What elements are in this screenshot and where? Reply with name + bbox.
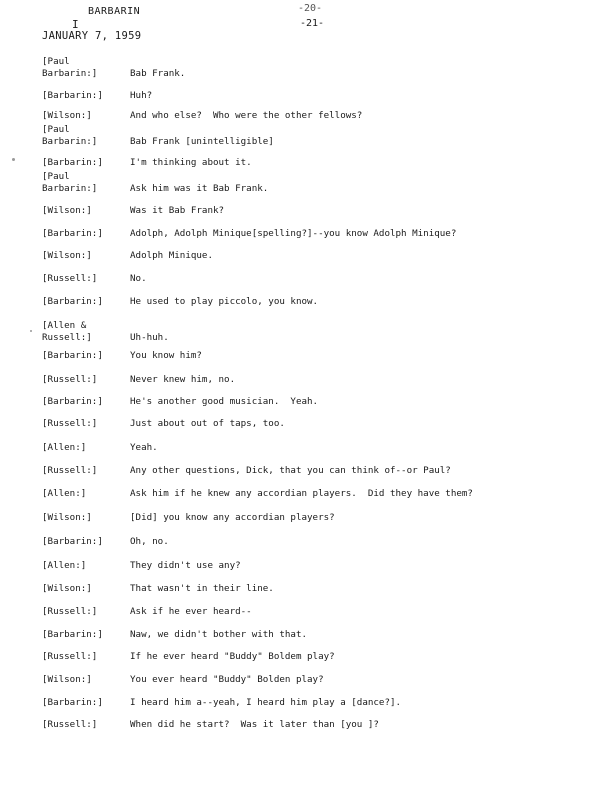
dialogue-line: They didn't use any? xyxy=(130,560,241,571)
dialogue-line: You ever heard "Buddy" Bolden play? xyxy=(130,674,324,685)
speaker-label: [Barbarin:] xyxy=(42,629,103,640)
speaker-label: [Russell:] xyxy=(42,465,98,476)
speaker-label: [Allen:] xyxy=(42,442,87,453)
dialogue-line: Bab Frank. xyxy=(130,68,186,79)
speaker-label: [Barbarin:] xyxy=(42,536,103,547)
dialogue-line: Ask if he ever heard-- xyxy=(130,606,252,617)
dialogue-line: I'm thinking about it. xyxy=(130,157,252,168)
speaker-label: [Barbarin:] xyxy=(42,396,103,407)
speaker-label: [Russell:] xyxy=(42,719,98,730)
speaker-label: [Russell:] xyxy=(42,418,98,429)
page-number: -21- xyxy=(300,18,325,29)
speaker-label: [Wilson:] xyxy=(42,250,92,261)
dialogue-line: Bab Frank [unintelligible] xyxy=(130,136,274,147)
dialogue-line: And who else? Who were the other fellows? xyxy=(130,110,363,121)
dialogue-line: Huh? xyxy=(130,90,153,101)
speaker-label: [Paul Barbarin:] xyxy=(42,56,98,79)
speaker-label: [Paul Barbarin:] xyxy=(42,124,98,147)
dialogue-line: Adolph Minique. xyxy=(130,250,213,261)
speaker-label: [Allen:] xyxy=(42,560,87,571)
dialogue-line: Never knew him, no. xyxy=(130,374,236,385)
dialogue-line: If he ever heard "Buddy" Boldem play? xyxy=(130,651,335,662)
header-mark: I xyxy=(72,18,79,31)
speaker-label: [Paul Barbarin:] xyxy=(42,171,98,194)
dialogue-line: Ask him was it Bab Frank. xyxy=(130,183,269,194)
speaker-label: [Russell:] xyxy=(42,273,98,284)
dialogue-line: Yeah. xyxy=(130,442,158,453)
speaker-label: [Russell:] xyxy=(42,606,98,617)
speaker-label: [Barbarin:] xyxy=(42,296,103,307)
speaker-label: [Barbarin:] xyxy=(42,157,103,168)
dialogue-line: No. xyxy=(130,273,147,284)
dialogue-line: You know him? xyxy=(130,350,202,361)
dialogue-line: [Did] you know any accordian players? xyxy=(130,512,335,523)
dialogue-line: Any other questions, Dick, that you can think of--or Paul? xyxy=(130,465,451,476)
speaker-label: [Wilson:] xyxy=(42,512,92,523)
dialogue-line: Adolph, Adolph Minique[spelling?]--you know Adolph Minique? xyxy=(130,228,457,239)
dialogue-line: He used to play piccolo, you know. xyxy=(130,296,319,307)
speaker-label: [Barbarin:] xyxy=(42,350,103,361)
dialogue-line: I heard him a--yeah, I heard him play a [dance?]. xyxy=(130,697,402,708)
speaker-label: [Wilson:] xyxy=(42,583,92,594)
speaker-label: [Wilson:] xyxy=(42,205,92,216)
speaker-label: [Wilson:] xyxy=(42,110,92,121)
dialogue-line: He's another good musician. Yeah. xyxy=(130,396,319,407)
speaker-label: [Allen & Russell:] xyxy=(42,320,92,343)
scan-speck xyxy=(12,158,15,161)
speaker-label: [Barbarin:] xyxy=(42,228,103,239)
dialogue-line: Naw, we didn't bother with that. xyxy=(130,629,308,640)
dialogue-line: When did he start? Was it later than [you ]? xyxy=(130,719,379,730)
dialogue-line: Ask him if he knew any accordian players. Did they have them? xyxy=(130,488,473,499)
dialogue-line: Was it Bab Frank? xyxy=(130,205,225,216)
dialogue-line: Uh-huh. xyxy=(130,332,169,343)
dialogue-line: Just about out of taps, too. xyxy=(130,418,285,429)
speaker-label: [Allen:] xyxy=(42,488,87,499)
page-number-top: -20- xyxy=(298,3,323,14)
speaker-label: [Barbarin:] xyxy=(42,697,103,708)
header-name: BARBARIN xyxy=(88,6,141,17)
dialogue-line: Oh, no. xyxy=(130,536,169,547)
speaker-label: [Barbarin:] xyxy=(42,90,103,101)
scan-speck xyxy=(30,330,32,332)
speaker-label: [Russell:] xyxy=(42,374,98,385)
speaker-label: [Wilson:] xyxy=(42,674,92,685)
speaker-label: [Russell:] xyxy=(42,651,98,662)
dialogue-line: That wasn't in their line. xyxy=(130,583,274,594)
header-date: JANUARY 7, 1959 xyxy=(42,30,142,42)
